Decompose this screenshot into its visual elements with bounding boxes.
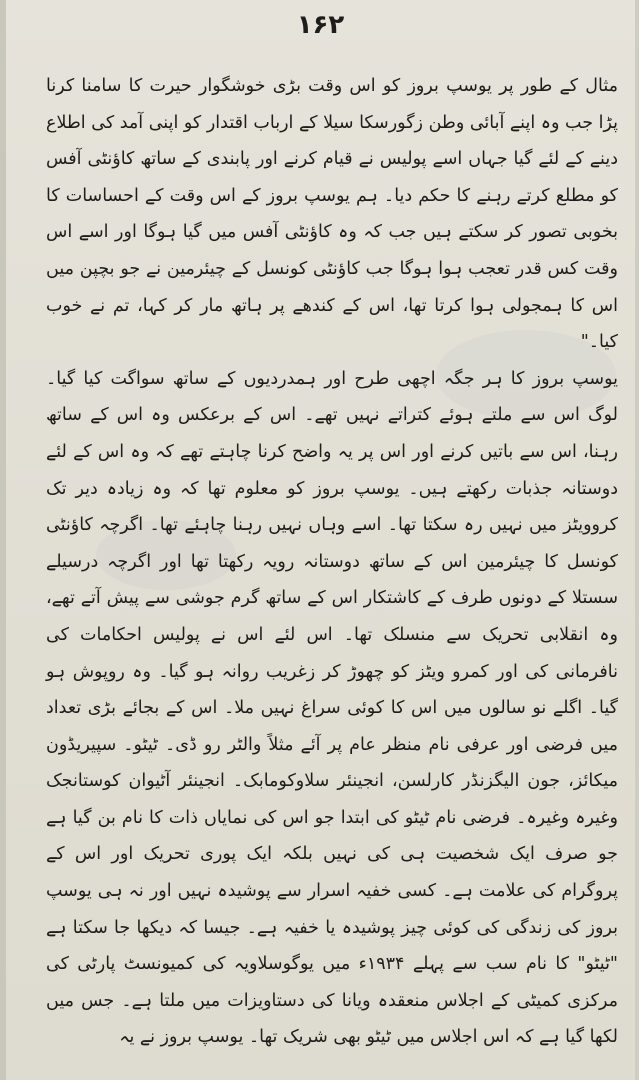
body-text	[46, 68, 618, 1068]
paragraph: مثال کے طور پر یوسپ بروز کو اس وقت بڑی خوشگوار حیرت کا سامنا کرنا پڑا جب وہ اپنے آبائی وطن زگورسکا سیلا کے ارباب اقتدار کو اپنی آمد کی اطلاع دینے کے لئے گیا جہاں اسے پولیس نے قیام کرنے اور پابندی کے ساتھ کاؤنٹی آفس کو مطلع کرتے رہنے کا حکم دیا۔ ہم یوسپ بروز کے اس وقت کے احساسات کا بخوبی تصور کر سکتے ہیں جب کہ وہ کاؤنٹی آفس میں گیا ہوگا اور اسے اس وقت کس قدر تعجب ہوا ہوگا جب کاؤنٹی کونسل کے چیئرمین نے جو بچپن میں اس کا ہمجولی ہوا کرتا تھا، اس کے کندھے پر ہاتھ مار کر کہا، تم نے خوب کیا۔"	[46, 76, 618, 353]
paragraph: یوسپ بروز کا ہر جگہ اچھی طرح اور ہمدردیوں کے ساتھ سواگت کیا گیا۔ لوگ اس سے ملتے ہوئے کتراتے نہیں تھے۔ اس کے برعکس وہ اس کے ساتھ رہنا، اس سے باتیں کرنے اور اس پر یہ واضح کرنا چاہتے تھے کہ وہ اس کے لئے دوستانہ جذبات رکھتے ہیں۔ یوسپ بروز کو معلوم تھا کہ وہ زیادہ دیر تک کروویٹز میں نہیں رہ سکتا تھا۔ اسے وہاں نہیں رہنا چاہئے تھا۔ اگرچہ کاؤنٹی کونسل کا چیئرمین اس کے ساتھ دوستانہ رویہ رکھتا تھا اور اگرچہ درسیلے سستلا کے دونوں طرف کے کاشتکار اس کے ساتھ گرم جوشی سے پیش آتے تھے، وہ انقلابی تحریک سے منسلک تھا۔ اس لئے اس نے پولیس احکامات کی نافرمانی کی اور کمرو ویٹز کو چھوڑ کر زغریب روانہ ہو گیا۔ وہ روپوش ہو گیا۔ اگلے نو سالوں میں اس کا کوئی سراغ نہیں ملا۔ اس کے بجائے بڑی تعداد میں فرضی اور عرفی نام منظر عام پر آئے مثلاً والٹر رو ڈی۔ ٹیٹو۔ سپیریڈون میکائز، جون الیگزنڈر کارلسن، انجینئر سلاوکومابک۔ انجینئر آٹیوان کوستانجک وغیرہ وغیرہ۔ فرضی نام ٹیٹو کی ابتدا جو اس کی نمایاں ذات کا نام بن گیا ہے جو صرف ایک شخصیت ہی کی نہیں بلکہ ایک پوری تحریک اور اس کے پروگرام کی علامت ہے۔ کسی خفیہ اسرار سے پوشیدہ نہیں اور نہ ہی یوسپ بروز کی زندگی کی کوئی چیز پوشیدہ یا خفیہ ہے۔ جیسا کہ دیکھا جا سکتا ہے "ٹیٹو" کا نام سب سے پہلے ۱۹۳۴ء میں یوگوسلاویہ کی کمیونسٹ پارٹی کی مرکزی کمیٹی کے اجلاس منعقدہ ویانا کی دستاویزات میں ملتا ہے۔ جس میں لکھا گیا ہے کہ اس اجلاس میں ٹیٹو بھی شریک تھا۔ یوسپ بروز نے یہ	[46, 368, 618, 1048]
page-number: ۱۶۲	[296, 10, 345, 40]
